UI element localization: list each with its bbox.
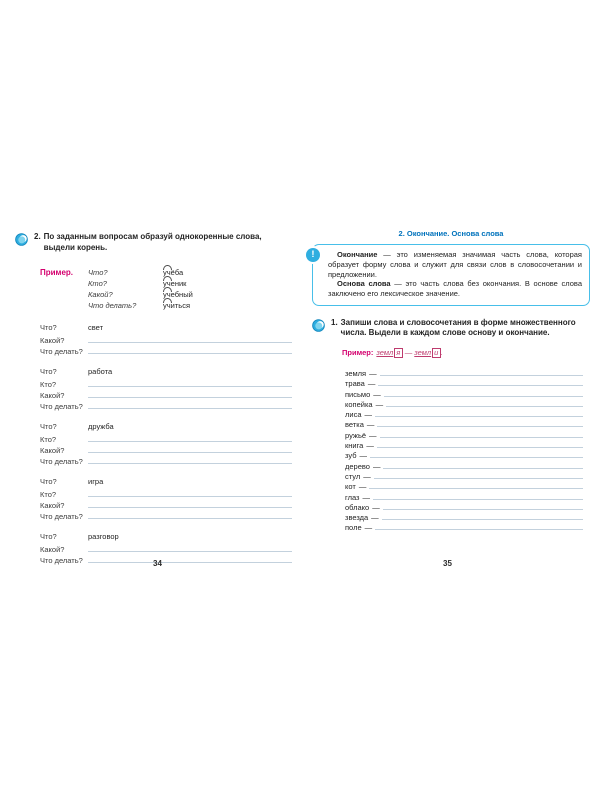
blank-line bbox=[88, 334, 292, 343]
word-row bbox=[345, 389, 583, 399]
blank-line bbox=[373, 492, 583, 500]
blank-line bbox=[380, 368, 583, 376]
given-word: разговор bbox=[88, 532, 119, 541]
exercise-number: 2. bbox=[34, 232, 41, 241]
example-block bbox=[40, 268, 300, 312]
group-row bbox=[40, 389, 300, 400]
blank-line bbox=[88, 543, 292, 552]
dash: — bbox=[375, 399, 384, 409]
list-word: глаз bbox=[345, 492, 360, 502]
pencil-circle-icon bbox=[312, 319, 325, 332]
blank-line bbox=[384, 389, 583, 397]
example-word-singular bbox=[376, 348, 402, 357]
word-list bbox=[345, 368, 583, 533]
word-row bbox=[345, 471, 583, 481]
word-root: уч bbox=[163, 268, 171, 277]
example-question: Кто? bbox=[88, 279, 107, 288]
dash: — bbox=[366, 420, 375, 430]
example-label: Пример: bbox=[342, 347, 374, 357]
list-word: копейка bbox=[345, 399, 373, 409]
word-group-rabota bbox=[40, 367, 300, 411]
dash: — bbox=[363, 471, 371, 481]
dash: — bbox=[364, 410, 372, 420]
blank-line bbox=[88, 455, 292, 464]
dash: — bbox=[371, 513, 379, 523]
question-label: Что делать? bbox=[40, 457, 83, 466]
question-label: Что делать? bbox=[40, 347, 83, 356]
example-word-plural bbox=[414, 348, 441, 357]
blank-line bbox=[88, 433, 292, 442]
word-row bbox=[345, 502, 583, 512]
blank-line bbox=[375, 409, 583, 417]
word-row bbox=[345, 399, 583, 409]
list-word: стул bbox=[345, 471, 361, 481]
list-word: дерево bbox=[345, 461, 370, 471]
exercise-title: Запиши слова и словосочетания в форме множественного числа. Выдели в каждом слове основу и окончание. bbox=[340, 317, 576, 338]
given-word: работа bbox=[88, 367, 113, 376]
blank-line bbox=[88, 510, 292, 519]
page-number-left: 34 bbox=[153, 559, 162, 568]
blank-line bbox=[88, 378, 292, 387]
word-row bbox=[345, 481, 583, 491]
word-ending: я bbox=[394, 348, 403, 358]
pencil-circle-icon bbox=[15, 233, 28, 246]
question-label: Какой? bbox=[40, 501, 65, 510]
rule-paragraph bbox=[328, 250, 582, 279]
list-word: земля bbox=[345, 368, 367, 378]
word-row bbox=[345, 492, 583, 502]
dash: — bbox=[404, 347, 413, 357]
list-word: облако bbox=[345, 502, 370, 512]
question-label: Что? bbox=[40, 532, 57, 541]
group-row bbox=[40, 323, 300, 334]
blank-line bbox=[377, 440, 583, 448]
question-label: Кто? bbox=[40, 435, 57, 444]
right-page bbox=[312, 229, 590, 533]
example-line bbox=[342, 348, 590, 360]
word-stem: земл bbox=[376, 347, 394, 357]
blank-line bbox=[369, 481, 583, 489]
dash: — bbox=[369, 430, 377, 440]
word-row bbox=[345, 512, 583, 522]
dash: — bbox=[372, 502, 380, 512]
word-row bbox=[345, 378, 583, 388]
word-rest: еник bbox=[170, 279, 187, 288]
rule-paragraph bbox=[328, 279, 582, 299]
word-stem: земл bbox=[414, 347, 432, 357]
group-row bbox=[40, 532, 300, 543]
blank-line bbox=[378, 378, 583, 386]
example-rows bbox=[88, 268, 193, 312]
word-row bbox=[345, 430, 583, 440]
word-row bbox=[345, 461, 583, 471]
blank-line bbox=[88, 499, 292, 508]
blank-line bbox=[382, 512, 583, 520]
list-word: ружьё bbox=[345, 430, 367, 440]
dash: — bbox=[364, 523, 373, 533]
page-number-right: 35 bbox=[443, 559, 452, 568]
list-word: книга bbox=[345, 441, 364, 451]
group-row bbox=[40, 543, 300, 554]
word-row bbox=[345, 368, 583, 378]
group-row bbox=[40, 345, 300, 356]
group-row bbox=[40, 499, 300, 510]
word-group-druzhba bbox=[40, 422, 300, 466]
rule-text: — это часть слова без окончания. В основе слова заключено его лексическое значение. bbox=[328, 279, 583, 299]
question-label: Что? bbox=[40, 323, 57, 332]
dash: — bbox=[358, 482, 367, 492]
blank-line bbox=[88, 400, 292, 409]
dash: — bbox=[366, 441, 374, 451]
group-row bbox=[40, 367, 300, 378]
blank-line bbox=[383, 502, 583, 510]
word-row bbox=[345, 409, 583, 419]
question-label: Какой? bbox=[40, 391, 65, 400]
word-root: уч bbox=[163, 290, 171, 299]
group-row bbox=[40, 444, 300, 455]
exercise-1-header bbox=[312, 318, 590, 339]
blank-line bbox=[380, 430, 583, 438]
question-label: Какой? bbox=[40, 545, 65, 554]
question-label: Что? bbox=[40, 477, 57, 486]
rule-box bbox=[312, 244, 590, 306]
word-row bbox=[345, 522, 583, 532]
word-ending: и bbox=[432, 348, 441, 358]
given-word: дружба bbox=[88, 422, 114, 431]
blank-line bbox=[377, 419, 583, 427]
list-word: письмо bbox=[345, 389, 371, 399]
list-word: трава bbox=[345, 379, 365, 389]
group-row bbox=[40, 378, 300, 389]
blank-line bbox=[374, 471, 583, 479]
group-row bbox=[40, 433, 300, 444]
section-title: 2. Окончание. Основа слова bbox=[398, 229, 504, 238]
blank-line bbox=[88, 389, 292, 398]
period: . bbox=[440, 347, 443, 357]
exercise-2-header bbox=[15, 232, 300, 253]
group-row bbox=[40, 400, 300, 411]
exercise-title: По заданным вопросам образуй однокоренные слова, выдели корень. bbox=[43, 232, 262, 252]
group-row bbox=[40, 422, 300, 433]
example-row bbox=[88, 279, 193, 290]
word-rest: ёба bbox=[170, 268, 184, 277]
dash: — bbox=[367, 379, 376, 389]
word-rest: ебный bbox=[170, 290, 193, 299]
list-word: кот bbox=[345, 482, 356, 492]
list-word: поле bbox=[345, 523, 362, 533]
word-group-igra bbox=[40, 477, 300, 521]
list-word: зуб bbox=[345, 451, 357, 461]
blank-line bbox=[88, 345, 292, 354]
dash: — bbox=[373, 389, 381, 399]
word-row bbox=[345, 450, 583, 460]
question-label: Кто? bbox=[40, 380, 57, 389]
left-page bbox=[15, 232, 300, 565]
question-label: Что делать? bbox=[40, 402, 83, 411]
blank-line bbox=[88, 444, 292, 453]
list-word: звезда bbox=[345, 513, 369, 523]
blank-line bbox=[383, 461, 583, 469]
question-label: Кто? bbox=[40, 490, 57, 499]
question-label: Что делать? bbox=[40, 556, 83, 565]
example-question: Что? bbox=[88, 268, 108, 277]
word-root: уч bbox=[163, 301, 171, 310]
rule-term: Основа слова bbox=[337, 279, 391, 289]
question-label: Что? bbox=[40, 367, 57, 376]
word-group-svet bbox=[40, 323, 300, 356]
word-row bbox=[345, 419, 583, 429]
question-label: Какой? bbox=[40, 336, 65, 345]
blank-line bbox=[386, 399, 583, 407]
list-word: ветка bbox=[345, 420, 364, 430]
dash: — bbox=[362, 492, 370, 502]
question-label: Что делать? bbox=[40, 512, 83, 521]
list-word: лиса bbox=[345, 410, 362, 420]
blank-line bbox=[375, 522, 583, 530]
dash: — bbox=[369, 368, 377, 378]
word-root: уч bbox=[163, 279, 171, 288]
blank-line bbox=[88, 488, 292, 497]
rule-term: Окончание bbox=[337, 250, 378, 259]
example-row bbox=[88, 290, 193, 301]
group-row bbox=[40, 488, 300, 499]
exclamation-icon: ! bbox=[306, 248, 320, 262]
group-row bbox=[40, 510, 300, 521]
group-row bbox=[40, 477, 300, 488]
given-word: свет bbox=[88, 323, 104, 332]
group-row bbox=[40, 455, 300, 466]
rule-text: — это изменяемая значимая часть слова, которая образует форму слова и служит для связи слов в словосочетании и предложении. bbox=[328, 250, 582, 279]
group-row bbox=[40, 334, 300, 345]
example-label: Пример. bbox=[40, 268, 74, 277]
example-row bbox=[88, 301, 193, 312]
dash: — bbox=[359, 451, 367, 461]
exercise-number: 1. bbox=[331, 317, 338, 327]
example-row bbox=[88, 268, 193, 279]
example-question: Какой? bbox=[88, 290, 113, 299]
blank-line bbox=[370, 450, 583, 458]
example-question: Что делать? bbox=[88, 301, 137, 310]
question-label: Какой? bbox=[40, 446, 65, 455]
word-row bbox=[345, 440, 583, 450]
example-answer bbox=[163, 301, 190, 310]
given-word: игра bbox=[88, 477, 104, 486]
dash: — bbox=[372, 461, 381, 471]
word-rest: иться bbox=[170, 301, 191, 310]
question-label: Что? bbox=[40, 422, 57, 431]
